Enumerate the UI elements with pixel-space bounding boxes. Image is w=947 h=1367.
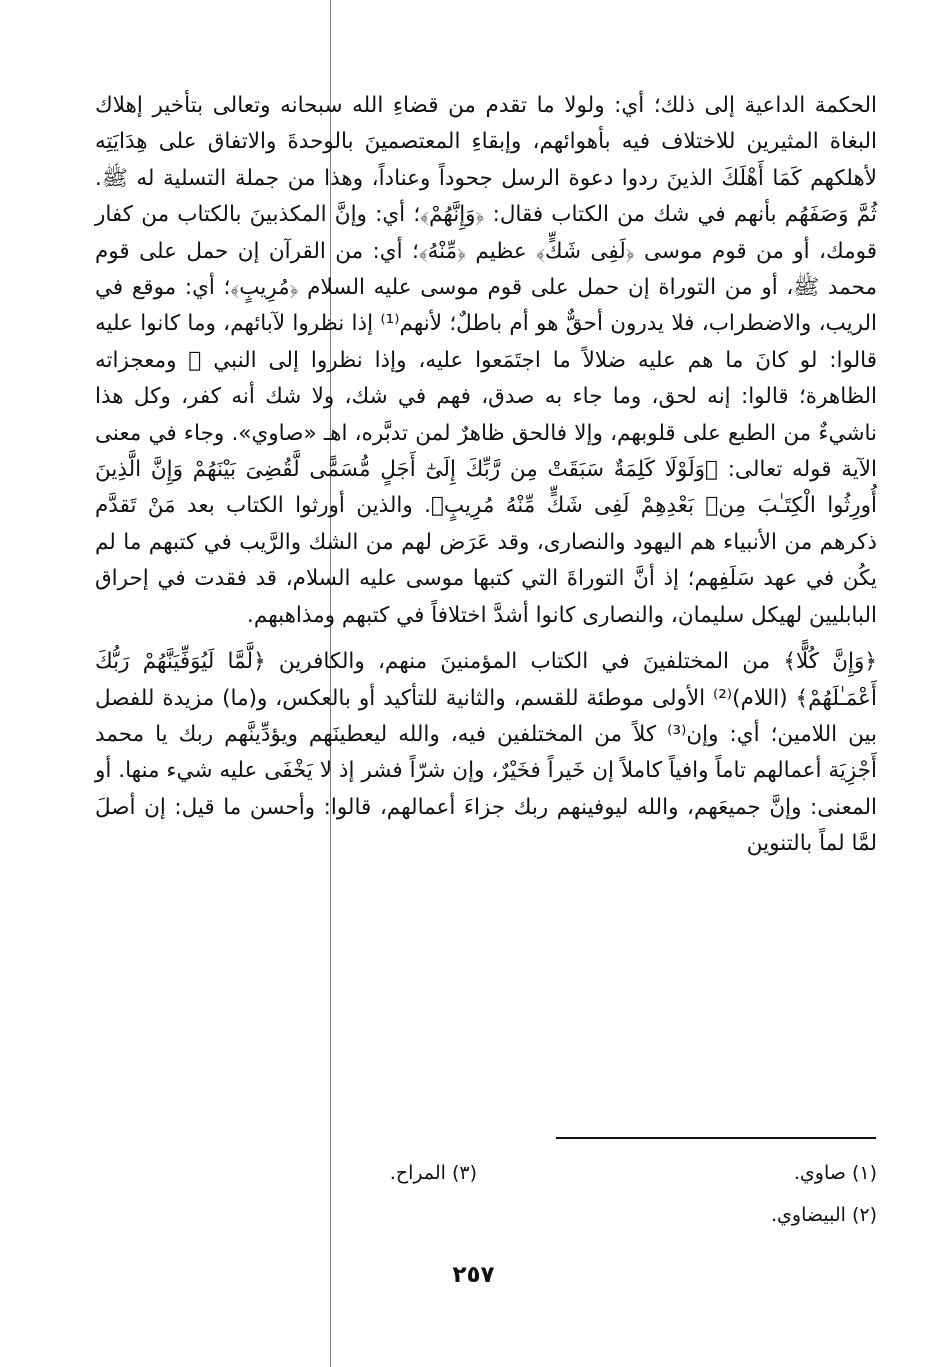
footnote-2: (٢) البيضاوي. bbox=[771, 1204, 877, 1226]
main-text bbox=[95, 88, 877, 863]
footnote-separator bbox=[556, 1137, 876, 1139]
page-number: ٢٥٧ bbox=[452, 1262, 495, 1288]
footnote-1: (١) صاوي. bbox=[793, 1162, 877, 1184]
footnotes bbox=[95, 1152, 877, 1236]
footnote-row-1 bbox=[95, 1152, 877, 1194]
footnote-3: (٣) المراح. bbox=[389, 1162, 477, 1184]
footnote-row-2 bbox=[95, 1194, 877, 1236]
paragraph-1: الحكمة الداعية إلى ذلك؛ أي: ولولا ما تقدم من قضاءِ الله سبحانه وتعالى بتأخير إهلاك البغاة المثيرين للاختلاف فيه بأهوائهم، وإبقاءِ المعتصمينَ بالوحدةَ والاتفاق على هِدَايَتِه لأهلكهم كَمَا أَهْلَكَ الذينَ ردوا دعوة الرسل جحوداً وعناداً، وهذا من جملة التسلية له ﷺ. ثُمَّ وَصَفَهُم بأنهم في شك من الكتاب فقال: ﴿وَإِنَّهُمْ﴾؛ أي: وإنَّ المكذبينَ بالكتاب من كفار قومك، أو من قوم موسى ﴿لَفِى شَكٍّ﴾ عظيم ﴿مِّنْهُ﴾؛ أي: من القرآن إن حمل على قوم محمد ﷺ، أو من التوراة إن حمل على قوم موسى عليه السلام ﴿مُرِيبٍ﴾؛ أي: موقع في الريب، والاضطراب، فلا يدرون أحقٌّ هو أم باطلٌ؛ لأنهم⁽¹⁾ إذا نظروا لآبائهم، وما كانوا عليه قالوا: لو كانَ ما هم عليه ضلالاً ما اجتَمَعوا عليه، وإذا نظروا إلى النبي ﷺ ومعجزاته الظاهرة؛ قالوا: إنه لحق، وما جاء به صدق، فهم في شك، ولا شك أنه كفر، وكل هذا ناشيءٌ من الطبع على قلوبهم، وإلا فالحق ظاهرٌ لمن تدبَّره، اهـ «صاوي». وجاء في معنى الآية قوله تعالى: ﴿وَلَوْلَا كَلِمَةٌ سَبَقَتْ مِن رَّبِّكَ إِلَىٰٓ أَجَلٍ مُّسَمًّى لَّقُضِىَ بَيْنَهُمْ وَإِنَّ الَّذِينَ أُورِثُوا الْكِتَـٰبَ مِنۢ بَعْدِهِمْ لَفِى شَكٍّ مِّنْهُ مُرِيبٍ﴾. والذين أورثوا الكتاب بعد مَنْ تَقدَّم ذكرهم من الأنبياء هم اليهود والنصارى، وقد عَرَض لهم من الشك والرَّيب في كتبهم ما لم يكُن في عهد سَلَفِهم؛ إذ أنَّ التوراةَ التي كتبها موسى عليه السلام، قد فقدت في إحراق البابليين لهيكل سليمان، والنصارى كانوا أشدَّ اختلافاً في كتبهم ومذاهبهم. bbox=[95, 93, 877, 628]
paragraph-2: ﴿وَإِنَّ كُلًّا﴾ من المختلفينَ في الكتاب المؤمنينَ منهم، والكافرين ﴿لَّمَّا لَيُوَفِّيَنَّهُمْ رَبُّكَ أَعْمَـٰلَهُمْ﴾ (اللام)⁽²⁾ الأولى موطئة للقسم، والثانية للتأكيد أو بالعكس، و(ما) مزيدة للفصل بين اللامين؛ أي: وإن⁽³⁾ كلاً من المختلفين فيه، والله ليعطينَهم ويؤدِّينَّهم ربك يا محمد أَجْزِيَة أعمالهم تاماً وافياً كاملاً إن خَيراً فخَيْرٌ، وإن شرّاً فشر إذ لا يَخْفَى عليه شيء منها. أو المعنى: وإنَّ جميعَهم، والله ليوفينهم ربك جزاءَ أعمالهم، قالوا: وأحسن ما قيل: إن أصلَ لمَّا لماً بالتنوين bbox=[95, 649, 877, 857]
